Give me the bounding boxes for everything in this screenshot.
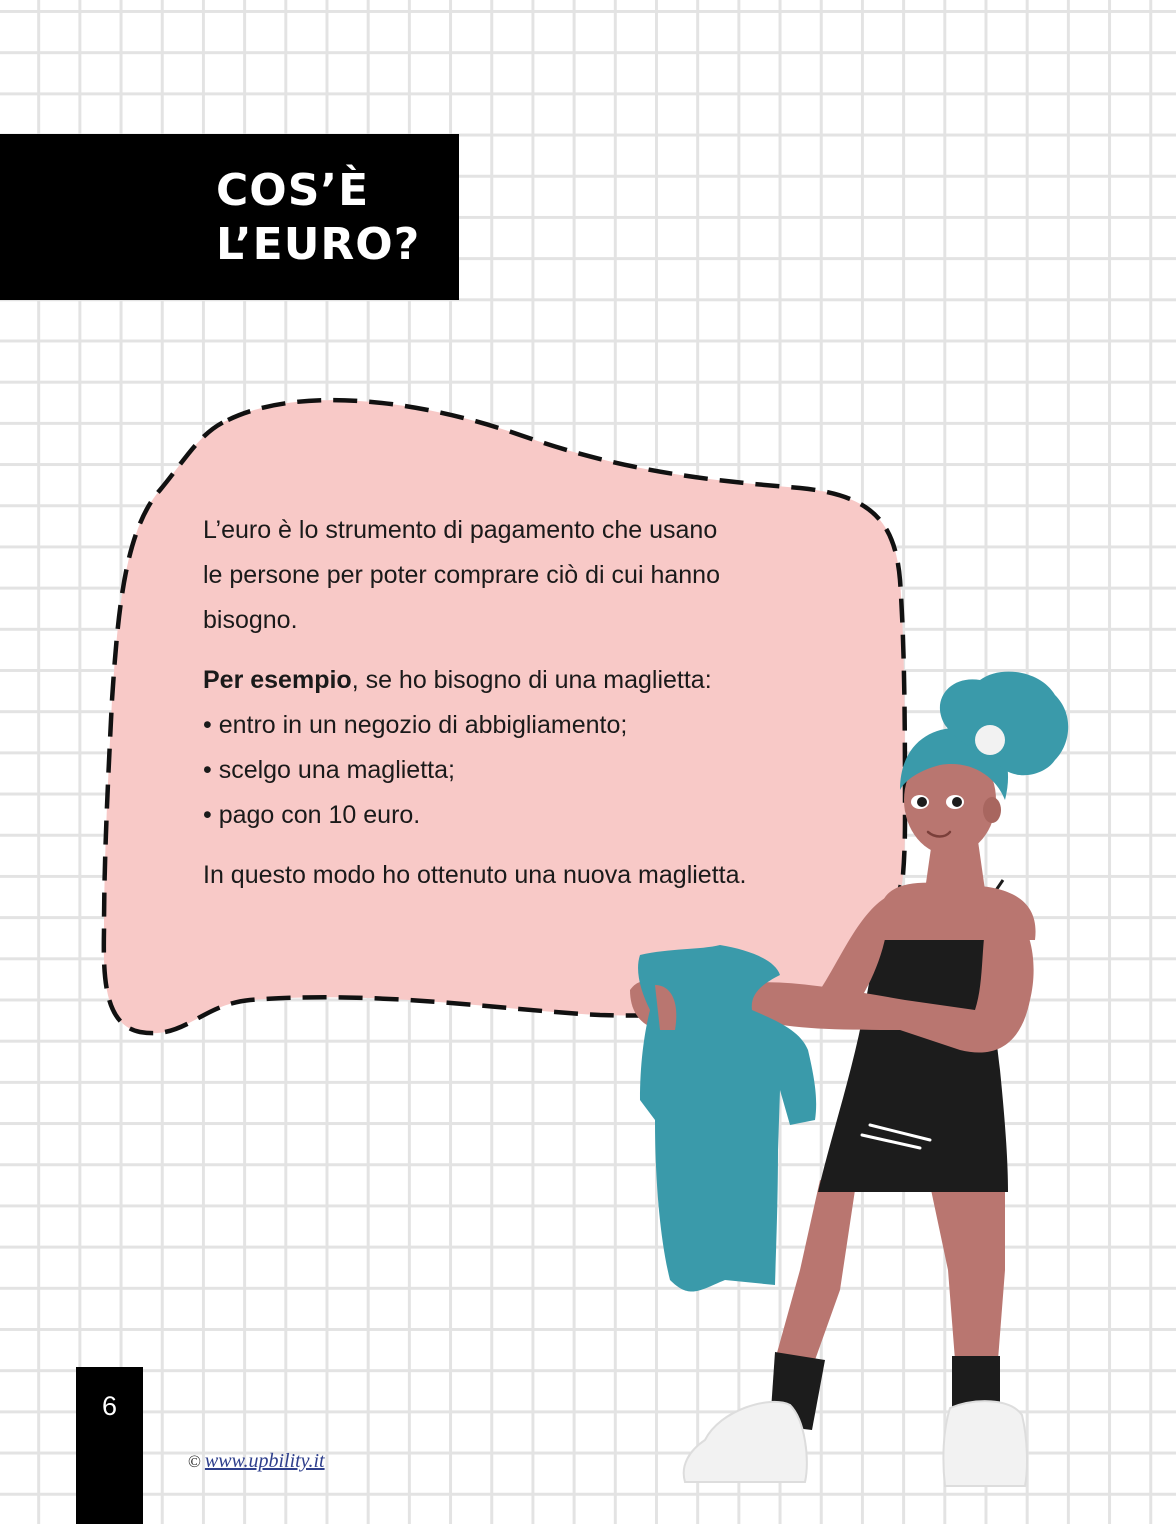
title-line-1: COS’È (216, 165, 370, 216)
bullet-item: • entro in un negozio di abbigliamento; (203, 711, 628, 739)
bullet-item: • pago con 10 euro. (203, 801, 421, 829)
example-bold: Per esempio (203, 666, 352, 694)
website-link[interactable]: www.upbility.it (204, 1450, 325, 1472)
bullet-item: • scelgo una maglietta; (203, 756, 455, 784)
intro-line-3: bisogno. (203, 606, 298, 634)
title-line-2: L’EURO? (216, 219, 421, 270)
page-number: 6 (101, 1391, 118, 1421)
intro-line-2: le persone per poter comprare ciò di cui hanno (203, 561, 720, 589)
conclusion-line: In questo modo ho ottenuto una nuova maglietta. (203, 861, 747, 889)
copyright-symbol: © (188, 1452, 201, 1471)
page-number-box (76, 1367, 143, 1524)
example-rest: , se ho bisogno di una maglietta: (351, 666, 712, 694)
intro-line-1: L’euro è lo strumento di pagamento che usano (203, 516, 718, 544)
footer (188, 1450, 325, 1473)
